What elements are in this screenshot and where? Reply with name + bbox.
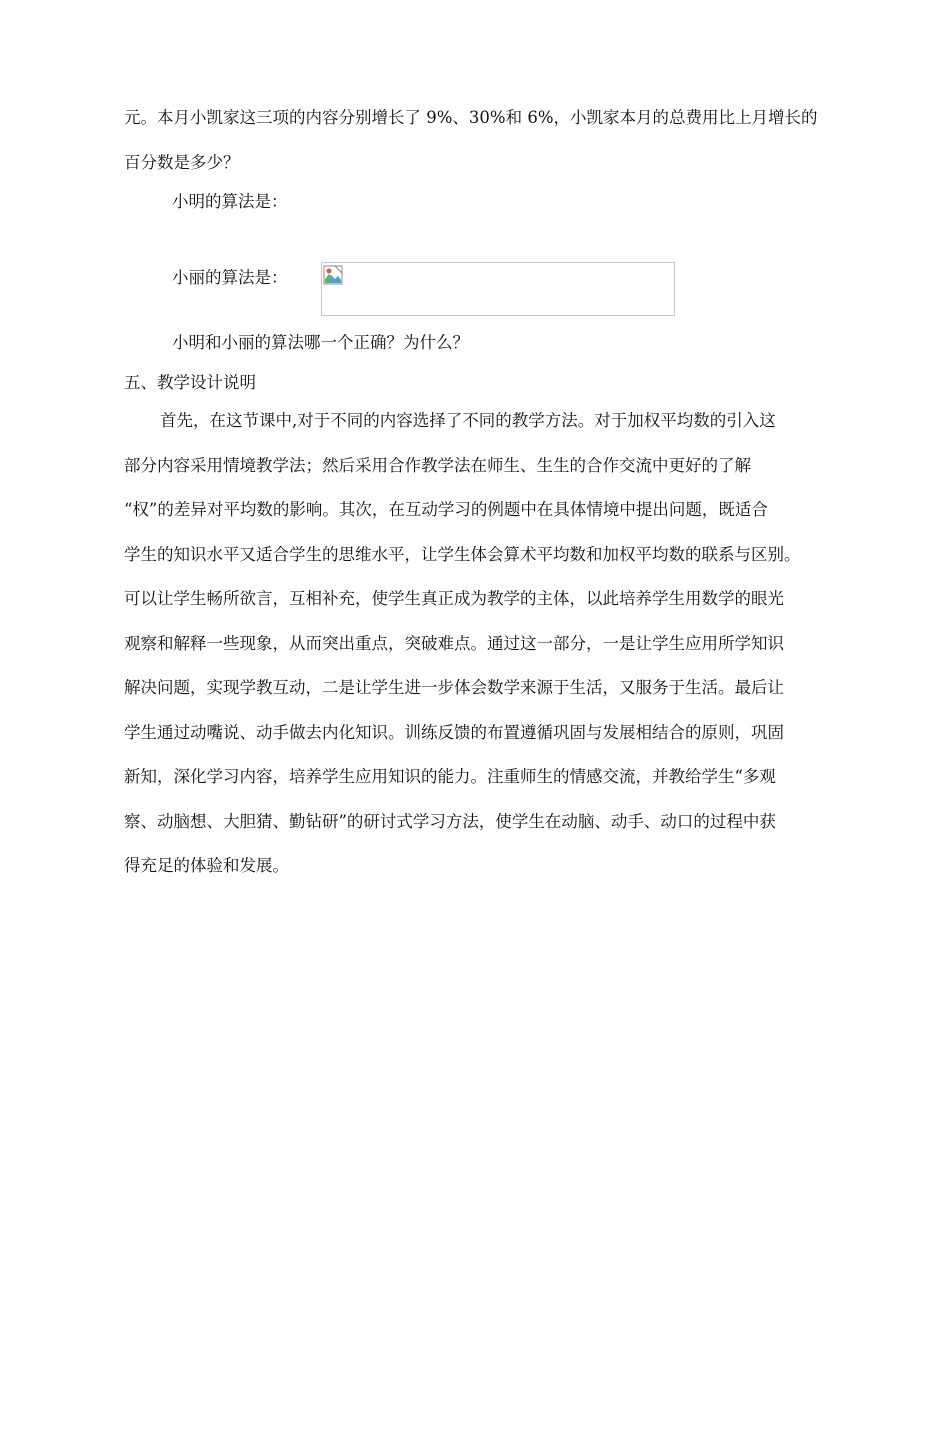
paragraph-line-4: 学生的知识水平又适合学生的思维水平，让学生体会算术平均数和加权平均数的联系与区别。 [124, 545, 801, 564]
broken-image-icon [323, 265, 343, 285]
paragraph-line-3: “权”的差异对平均数的影响。其次，在互动学习的例题中在具体情境中提出问题，既适合 [124, 500, 768, 519]
paragraph-line-7: 解决问题，实现学教互动，二是让学生进一步体会数学来源于生活，又服务于生活。最后让 [124, 678, 784, 697]
question-line: 小明和小丽的算法哪一个正确？为什么？ [172, 333, 469, 352]
paragraph-line-5: 可以让学生畅所欲言，互相补充，使学生真正成为教学的主体，以此培养学生用数学的眼光 [124, 589, 784, 608]
xiaoming-method-label: 小明的算法是： [172, 192, 288, 211]
paragraph-line-8: 学生通过动嘴说、动手做去内化知识。训练反馈的布置遵循巩固与发展相结合的原则，巩固 [124, 723, 784, 742]
paragraph-line-11: 得充足的体验和发展。 [124, 856, 289, 875]
problem-line-2: 百分数是多少？ [124, 153, 240, 172]
paragraph-line-1: 首先，在这节课中,对于不同的内容选择了不同的教学方法。对于加权平均数的引入这 [160, 411, 776, 430]
problem-line-1: 元。本月小凯家这三项的内容分别增长了 9%、30%和 6%，小凯家本月的总费用比上月增长的 [124, 108, 818, 127]
broken-image-placeholder [321, 262, 675, 316]
section-heading: 五、教学设计说明 [124, 373, 256, 392]
xiaoli-method-label: 小丽的算法是： [172, 268, 288, 287]
paragraph-line-9: 新知，深化学习内容，培养学生应用知识的能力。注重师生的情感交流，并教给学生“多观 [124, 767, 776, 786]
paragraph-line-6: 观察和解释一些现象，从而突出重点，突破难点。通过这一部分，一是让学生应用所学知识 [124, 634, 784, 653]
paragraph-line-2: 部分内容采用情境教学法；然后采用合作教学法在师生、生生的合作交流中更好的了解 [124, 456, 751, 475]
paragraph-line-10: 察、动脑想、大胆猜、勤钻研”的研讨式学习方法，使学生在动脑、动手、动口的过程中获 [124, 812, 776, 831]
